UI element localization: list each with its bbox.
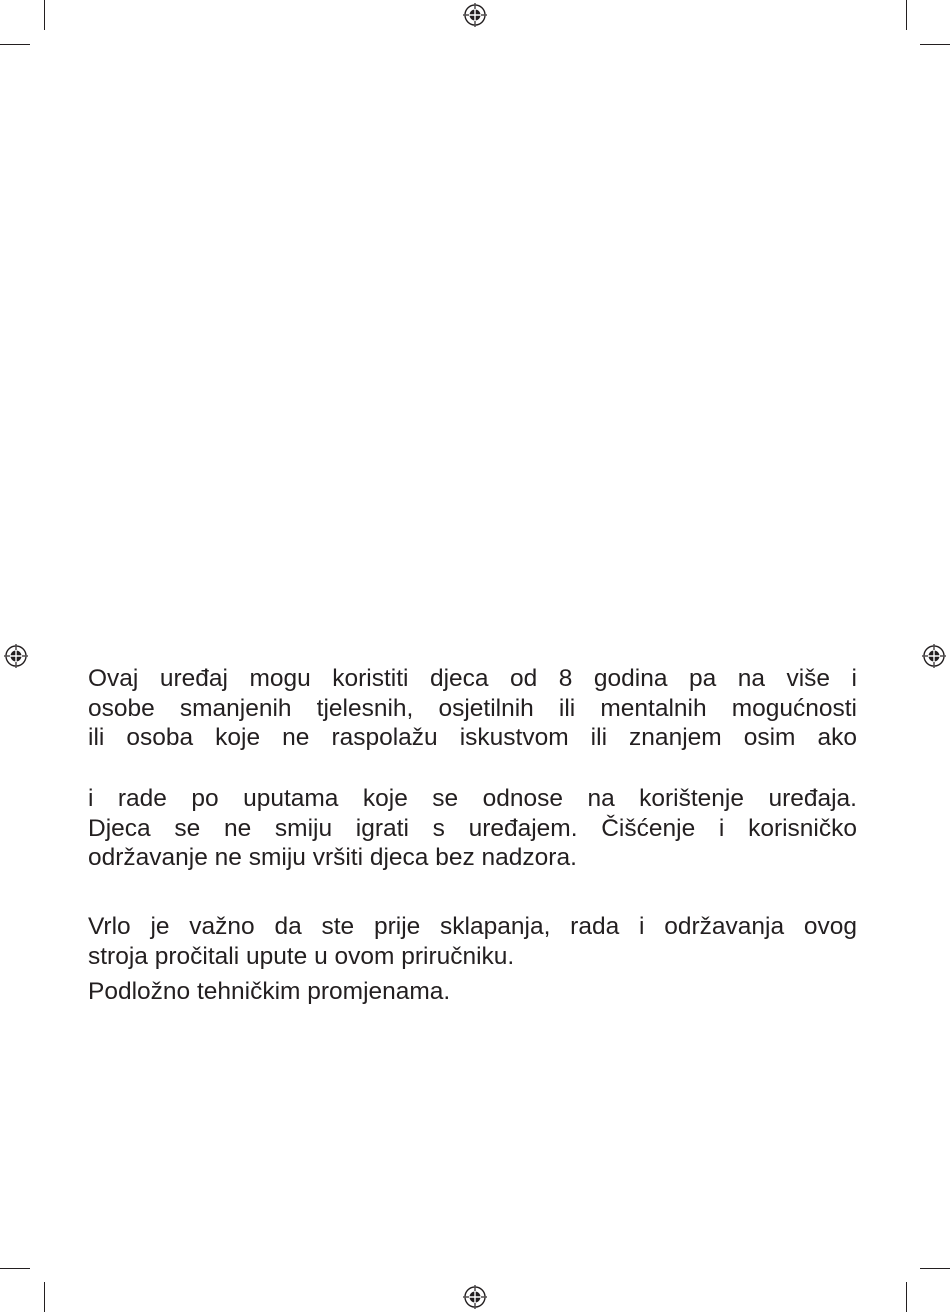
registration-mark-bottom <box>463 1285 487 1309</box>
warning-line: osobe smanjenih tjelesnih, osjetilnih ili mentalnih mogućnosti <box>88 694 857 722</box>
crop-mark-bottom-right-vertical <box>906 1282 907 1312</box>
technical-changes-note <box>88 977 857 1007</box>
crop-mark-bottom-right-horizontal <box>920 1268 950 1269</box>
crop-mark-bottom-left-horizontal <box>0 1268 30 1269</box>
crosshair-registration-icon <box>463 3 487 27</box>
notice-line: Vrlo je važno da ste prije sklapanja, rada i održavanja ovog <box>88 913 857 940</box>
warning-line: Djeca se ne smiju igrati s uređajem. Čišćenje i korisničko <box>88 814 857 842</box>
crop-mark-top-left-horizontal <box>0 44 30 45</box>
warning-line: Ovaj uređaj mogu koristiti djeca od 8 godina pa na više i <box>88 665 857 692</box>
notice-line: stroja pročitali upute u ovom priručniku. <box>88 942 515 970</box>
crop-mark-bottom-left-vertical <box>44 1282 45 1312</box>
read-manual-notice <box>88 912 857 971</box>
crosshair-registration-icon <box>922 644 946 668</box>
warning-line: i rade po uputama koje se odnose na korištenje uređaja. <box>88 785 857 812</box>
crop-mark-top-left-vertical <box>44 0 45 30</box>
warning-line: ili osoba koje ne raspolažu iskustvom ili znanjem osim ako <box>88 724 857 751</box>
crop-mark-top-right-vertical <box>906 0 907 30</box>
warning-line: održavanje ne smiju vršiti djeca bez nadzora. <box>88 844 577 871</box>
crosshair-registration-icon <box>4 644 28 668</box>
registration-mark-top <box>463 3 487 27</box>
crop-mark-top-right-horizontal <box>920 44 950 45</box>
warning-paragraph-part1 <box>88 664 857 753</box>
crosshair-registration-icon <box>463 1285 487 1309</box>
registration-mark-right <box>922 644 946 668</box>
registration-mark-left <box>4 644 28 668</box>
warning-paragraph-part2 <box>88 784 857 873</box>
technical-changes-text: Podložno tehničkim promjenama. <box>88 978 451 1005</box>
